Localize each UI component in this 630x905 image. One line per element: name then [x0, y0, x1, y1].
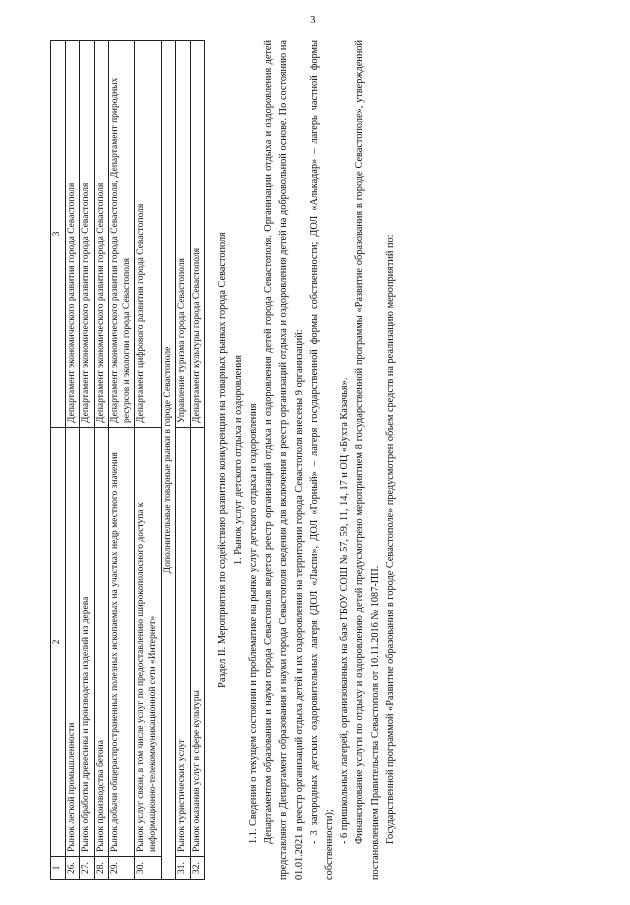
rotated-page-content	[50, 40, 580, 880]
responsible-authority: Департамент экономического развития города Севастополя	[80, 41, 95, 428]
table-row	[176, 41, 191, 880]
table-row	[94, 41, 109, 880]
responsible-authority: Департамент культуры города Севастополя	[190, 41, 205, 428]
market-name: Рынок производства бетона	[94, 428, 109, 857]
document-body	[215, 40, 398, 880]
market-name: Рынок оказания услуг в сфере культуры	[190, 428, 205, 857]
responsible-authority: Департамент экономического развития города Севастополя	[65, 41, 80, 428]
table-row	[135, 41, 161, 880]
responsible-authority: Департамент экономического развития города Севастополя, Департамент природных ресурсов и экологии города Севастополя	[109, 41, 135, 428]
market-name: Рынок добычи общераспространенных полезных ископаемых на участках недр местного значения	[109, 428, 135, 857]
table-row	[109, 41, 135, 880]
paragraph: Государственной программой «Развитие образования в городе Севастополе» предусмотрен объем средств на реализацию мероприятий по:	[384, 234, 396, 844]
table-header-cell: 2	[51, 428, 66, 857]
table-header-row	[51, 41, 66, 880]
paragraph: Департаментом образования и науки города Севастополя ведется реестр организаций отдыха и оздоровления детей города Севастополя. Организации отдыха и оздоровления детей представляют в Департамент образования и науки города Севастополя сведения для включения в реестр организаций отдыха и оздоровления детей на добровольной основе. По состоянию на 01.01.2021 в реестр организаций отдыха детей и их оздоровления на территории города Севастополя внесены 9 организаций:	[263, 40, 305, 880]
markets-table	[50, 40, 205, 880]
list-item: - 3 загородных детских оздоровительных лагеря (ДОЛ «Ласпи», ДОЛ «Горный» – лагеря государственной формы собственности; ДОЛ «Алькадар» – лагерь частной формы собственности);	[308, 40, 335, 880]
market-name: Рынок легкой промышленности	[65, 428, 80, 857]
responsible-authority: Департамент цифрового развития города Севастополя	[135, 41, 161, 428]
additional-markets-heading: Дополнительные товарные рынки в городе Севастополе	[161, 41, 176, 880]
market-name: Рынок услуг связи, в том числе услуг по предоставлению широкополосного доступа к информационно-телекоммуникационной сети «Интернет»	[135, 428, 161, 857]
market-name: Рынок туристических услуг	[176, 428, 191, 857]
section-title: Раздел II. Мероприятия по содействию развитию конкуренции на товарных рынках города Севастополя	[217, 232, 229, 688]
list-item: - 6 пришкольных лагерей, организованных на базе ГБОУ СОШ № 57, 59, 11, 14, 17 и ОЦ «Бухта Казачья».	[339, 377, 351, 844]
row-number: 31.	[176, 857, 191, 880]
row-number: 32.	[190, 857, 205, 880]
responsible-authority: Управление туризма города Севастополя	[176, 41, 191, 428]
table-header-cell: 1	[51, 857, 66, 880]
market-name: Рынок обработки древесины и производства изделий из дерева	[80, 428, 95, 857]
responsible-authority: Департамент экономического развития города Севастополя	[94, 41, 109, 428]
row-number: 30.	[135, 857, 161, 880]
row-number: 28.	[94, 857, 109, 880]
subsection-title: 1. Рынок услуг детского отдыха и оздоровления	[232, 355, 244, 565]
page-number: 3	[310, 14, 316, 26]
row-number: 29.	[109, 857, 135, 880]
row-number: 26.	[65, 857, 80, 880]
heading-1-1: 1.1. Сведения о текущем состоянии и проблематике на рынке услуг детского отдыха и оздоровления	[247, 403, 259, 844]
table-header-cell: 3	[51, 41, 66, 428]
row-number: 27.	[80, 857, 95, 880]
table-row	[65, 41, 80, 880]
paragraph: Финансирование услуги по отдыху и оздоровлению детей предусмотрено мероприятием 8 государственной программы «Развитие образования в городе Севастополе», утвержденной постановлением Правительства Севастополя от 10.11.2016 № 1087-ПП.	[354, 40, 381, 880]
table-section-row	[161, 41, 176, 880]
table-row	[190, 41, 205, 880]
table-row	[80, 41, 95, 880]
